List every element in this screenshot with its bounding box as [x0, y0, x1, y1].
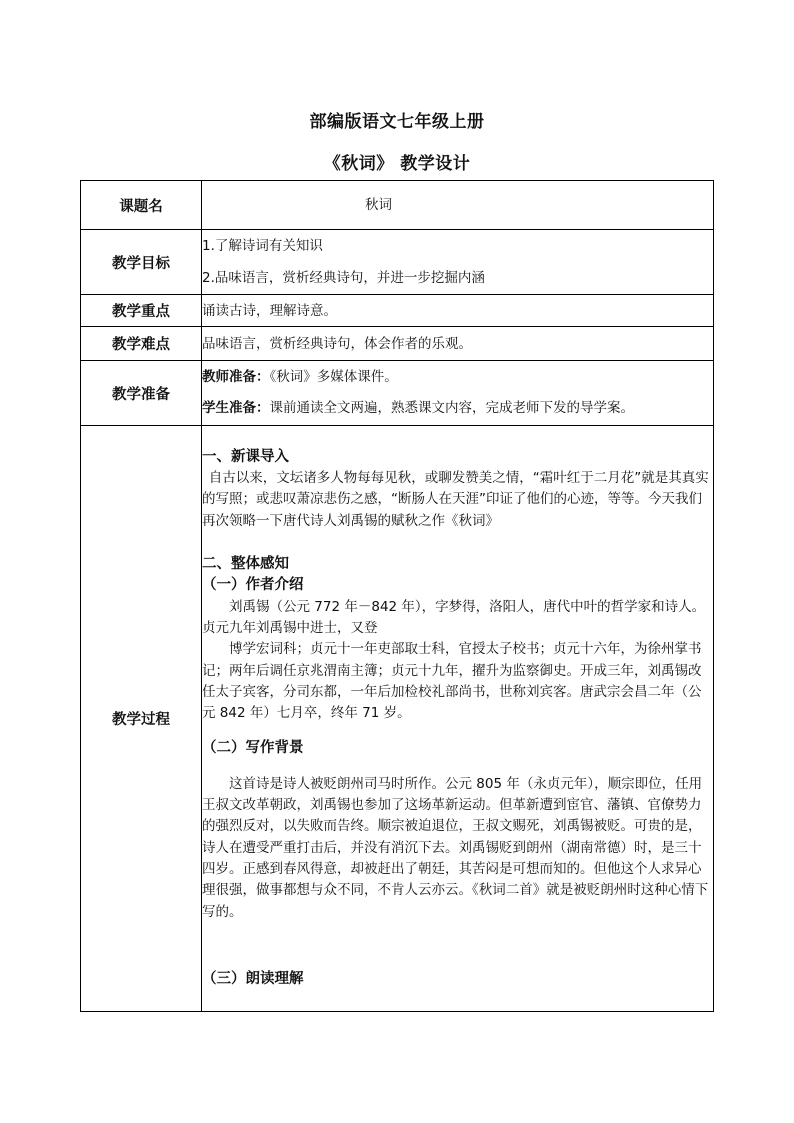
section-overview-title: 二、整体感知: [202, 556, 289, 573]
sub-author-para1: 刘禹锡（公元 772 年－842 年），字梦得，洛阳人，唐代中叶的哲学家和诗人。贞元九年刘禹锡中进士，又登: [202, 598, 706, 636]
document-subtitle: 《秋词》 教学设计: [323, 154, 471, 174]
process-label: 教学过程: [81, 426, 202, 1012]
teacher-preparation: [202, 362, 713, 393]
student-preparation-label: 学生准备：: [202, 400, 270, 416]
student-preparation: [202, 393, 713, 424]
topic-label: 课题名: [81, 181, 202, 230]
goals-cell: [202, 230, 714, 295]
sub-reading-title: （三）朗读理解: [202, 970, 304, 987]
section-new-lesson-title: 一、新课导入: [202, 448, 289, 465]
difficulties-value: 品味语言，赏析经典诗句，体会作者的乐观。: [202, 327, 714, 361]
goals-label: 教学目标: [81, 230, 202, 295]
teacher-preparation-value: 《秋词》多媒体课件。: [269, 369, 398, 385]
sub-background-title: （二）写作背景: [202, 740, 304, 757]
sub-author-para2: 博学宏词科；贞元十一年吏部取士科，官授太子校书；贞元十六年，为徐州掌书记；两年后调任京兆渭南主簿；贞元十九年，擢升为监察御史。开成三年，刘禹锡改任太子宾客，分司东都，一年后加检校礼部尚书，世称刘宾客。唐武宗会昌二年（公元 842 年）七月卒，终年 71 岁。: [202, 641, 702, 722]
row-key-points: [81, 295, 714, 327]
goal-item: 1.了解诗词有关知识: [202, 238, 323, 254]
sub-background-text: 这首诗是诗人被贬朗州司马时所作。公元 805 年（永贞元年），顺宗即位，任用王叔文改革朝政，刘禹锡也参加了这场革新运动。但革新遭到宦官、藩镇、官僚势力的强烈反对，以失败而告终。顺宗被迫退位，王叔文赐死，刘禹锡被贬。可贵的是，诗人在遭受严重打击后，并没有消沉下去。刘禹锡贬到朗州（湖南常德）时，是三十四岁。正感到春风得意，却被赶出了朝廷，其苦闷是可想而知的。但他这个人求异心理很强，做事都想与众不同，不肯人云亦云。《秋词二首》就是被贬朗州时这种心情下写的。: [202, 775, 709, 920]
sub-author-title: （一）作者介绍: [202, 577, 304, 594]
row-preparation: [81, 361, 714, 426]
key-points-label: 教学重点: [81, 295, 202, 327]
key-points-value: 诵读古诗，理解诗意。: [202, 295, 714, 327]
preparation-cell: [202, 361, 714, 426]
difficulties-label: 教学难点: [81, 327, 202, 361]
student-preparation-value: 课前通读全文两遍，熟悉课文内容，完成老师下发的导学案。: [269, 400, 634, 416]
teacher-preparation-label: 教师准备：: [202, 369, 270, 385]
document-title: 部编版语文七年级上册: [309, 112, 485, 132]
row-difficulties: [81, 327, 714, 361]
row-process: [81, 426, 714, 1012]
topic-cell: [202, 181, 714, 230]
row-topic: [81, 181, 714, 230]
lesson-plan-table: [80, 180, 714, 1012]
section-new-lesson-text: 自古以来，文坛诸多人物每每见秋，或聊发赞美之情，“霜叶红于二月花”就是其真实的写照；或悲叹萧凉悲伤之感，“断肠人在天涯”印证了他们的心迹，等等。今天我们再次领略一下唐代诗人刘禹锡的赋秋之作《秋词》: [202, 470, 709, 529]
goal-item: 2.品味语言，赏析经典诗句，并进一步挖掘内涵: [202, 270, 485, 286]
preparation-label: 教学准备: [81, 361, 202, 426]
process-cell: [202, 426, 714, 1012]
row-goals: [81, 230, 714, 295]
topic-value: 秋词: [365, 197, 392, 213]
